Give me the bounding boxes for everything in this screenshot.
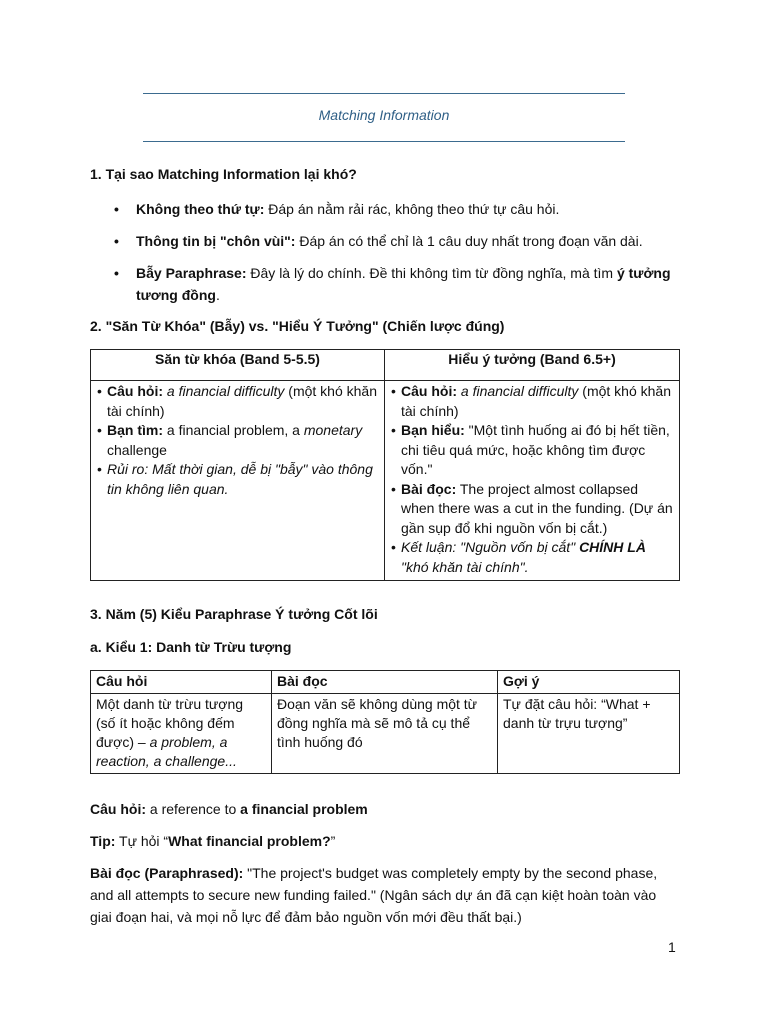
table-cell-keyword-hunting: [91, 381, 385, 581]
list-item: • Bạn hiểu: "Một tình huống ai đó bị hết tiền, chi tiêu quá mức, hoặc không tìm được vốn.": [391, 421, 673, 480]
table-cell: Đoạn văn sẽ không dùng một từ đồng nghĩa mà sẽ mô tả cụ thể tình huống đó: [272, 694, 498, 774]
section-1-heading: 1. Tại sao Matching Information lại khó?: [90, 166, 357, 182]
column-header: Săn từ khóa (Band 5-5.5): [91, 350, 385, 381]
section-2-heading: 2. "Săn Từ Khóa" (Bẫy) vs. "Hiểu Ý Tưởng" (Chiến lược đúng): [90, 318, 505, 334]
table-cell: Tự đặt câu hỏi: “What + danh từ trựu tượng”: [498, 694, 680, 774]
list-item: • Câu hỏi: a financial difficulty (một khó khăn tài chính): [391, 382, 673, 421]
section-3-heading: 3. Năm (5) Kiểu Paraphrase Ý tưởng Cốt lõi: [90, 606, 378, 622]
question-line: Câu hỏi: a reference to a financial problem: [90, 801, 368, 817]
list-item: • Kết luận: "Nguồn vốn bị cắt" CHÍNH LÀ "khó khăn tài chính".: [391, 538, 673, 577]
title-bottom-rule: [143, 141, 625, 142]
list-item: • Thông tin bị "chôn vùi": Đáp án có thể chỉ là 1 câu duy nhất trong đoạn văn dài.: [90, 230, 690, 252]
list-item: • Bài đọc: The project almost collapsed when there was a cut in the funding. (Dự án gần sụp đổ khi nguồn vốn bị cắt.): [391, 480, 673, 539]
paraphrase-type-table: [90, 670, 680, 774]
table-row: [91, 381, 680, 581]
table-header-row: [91, 350, 680, 381]
document-title: Matching Information: [318, 107, 450, 123]
column-header: Hiểu ý tưởng (Band 6.5+): [385, 350, 680, 381]
subsection-heading: a. Kiểu 1: Danh từ Trừu tượng: [90, 639, 292, 655]
passage-paragraph: Bài đọc (Paraphrased): "The project's budget was completely empty by the second phase, and all attempts to secure new funding failed." (Ngân sách dự án đã cạn kiệt hoàn toàn vào giai đoạn hai, và mọi nỗ lực để đảm bảo nguồn vốn mới đều thất bại.): [90, 865, 658, 925]
difficulty-list: [90, 198, 690, 316]
list-item: • Không theo thứ tự: Đáp án nằm rải rác, không theo thứ tự câu hỏi.: [90, 198, 690, 220]
column-header: Bài đọc: [272, 671, 498, 694]
comparison-table: [90, 349, 680, 581]
list-item: • Câu hỏi: a financial difficulty (một khó khăn tài chính): [97, 382, 378, 421]
column-header: Gợi ý: [498, 671, 680, 694]
tip-line: Tip: Tự hỏi “What financial problem?”: [90, 833, 336, 849]
table-header-row: [91, 671, 680, 694]
table-cell-idea-understanding: [385, 381, 680, 581]
column-header: Câu hỏi: [91, 671, 272, 694]
table-cell: Một danh từ trừu tượng (số ít hoặc không đếm được) – a problem, a reaction, a challenge...: [91, 694, 272, 774]
list-item: • Rủi ro: Mất thời gian, dễ bị "bẫy" vào thông tin không liên quan.: [97, 460, 378, 499]
table-row: [91, 694, 680, 774]
list-item: • Bẫy Paraphrase: Đây là lý do chính. Đề thi không tìm từ đồng nghĩa, mà tìm ý tưởng tương đồng.: [90, 262, 690, 306]
page-number: 1: [668, 939, 676, 955]
title-top-rule: [143, 93, 625, 94]
list-item: • Bạn tìm: a financial problem, a monetary challenge: [97, 421, 378, 460]
